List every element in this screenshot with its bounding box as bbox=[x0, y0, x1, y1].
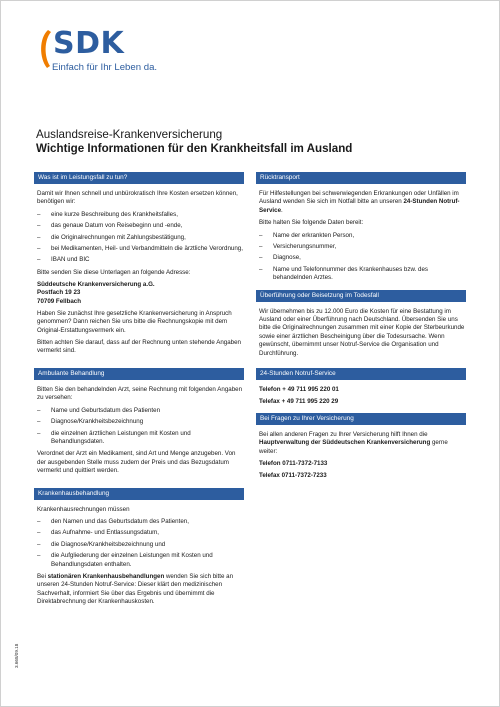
paragraph: Krankenhausrechnungen müssen bbox=[37, 505, 130, 513]
list-item: – Name und Telefonnummer des Krankenhauses bzw. des behandelnden Arztes. bbox=[259, 266, 466, 283]
list-item: – Diagnose, bbox=[259, 254, 466, 262]
hospital-list bbox=[37, 518, 244, 569]
paragraph: Bitten achten Sie darauf, dass auf der Rechnung unten stehende Angaben vermerkt sind. bbox=[37, 339, 241, 355]
list-item: – den Namen und das Geburtsdatum des Patienten, bbox=[37, 518, 244, 526]
list-item: – IBAN und BIC bbox=[37, 256, 244, 264]
document-subtitle: Wichtige Informationen für den Krankheitsfall im Ausland bbox=[36, 142, 353, 155]
logo-wordmark: SDK bbox=[53, 26, 125, 61]
paragraph: Bitten Sie den behandelnden Arzt, seine Rechnung mit folgenden Angaben zu versehen: bbox=[37, 385, 243, 402]
paragraph: Verordnet der Arzt ein Medikament, sind Art und Menge anzugeben. Von der ausgebenden Stelle muss zudem der Preis und das Bezugsdatum vermerkt und quittiert werden. bbox=[37, 450, 236, 475]
emphasis: stationären Krankenhausbehandlungen bbox=[47, 572, 165, 580]
list-item: – Versicherungsnummer, bbox=[259, 243, 466, 251]
emergency-fax: Telefax + 49 711 995 220 29 bbox=[259, 397, 339, 405]
paragraph: Bei stationären Krankenhausbehandlungen wenden Sie sich bitte an unseren 24-Stunden Notruf-Service: Dieser klärt den medizinischen Sachverhalt, informiert Sie über das Ergebnis und übernimmt die Direktabrechnung der Krankenhauskosten. bbox=[37, 572, 234, 606]
logo-tagline: Einfach für Ihr Leben da. bbox=[52, 62, 158, 73]
section-header: Rücktransport bbox=[256, 172, 466, 184]
list-item: – die Diagnose/Krankheitsbezeichnung und bbox=[37, 541, 244, 549]
address-line: Postfach 19 23 bbox=[37, 289, 81, 297]
address-line: 70709 Fellbach bbox=[37, 297, 82, 305]
list-item: – die Aufgliederung der einzelnen Leistungen mit Kosten und Behandlungsdaten enthalten. bbox=[37, 552, 244, 569]
requirements-list bbox=[37, 211, 244, 265]
right-column bbox=[256, 172, 466, 483]
section-header: Was ist im Leistungsfall zu tun? bbox=[34, 172, 244, 184]
paragraph: Bitte senden Sie diese Unterlagen an folgende Adresse: bbox=[37, 268, 191, 276]
office-fax: Telefax 0711-7372-7233 bbox=[259, 471, 327, 479]
sdk-logo bbox=[36, 28, 166, 78]
form-code: 3.668/09.18 bbox=[14, 643, 19, 668]
list-item: – die einzelnen ärztlichen Leistungen mit Kosten und Behandlungsdaten. bbox=[37, 430, 244, 447]
paragraph: Für Hilfestellungen bei schwerwiegenden Erkrankungen oder Unfällen im Ausland wenden Sie sich im Notfall bitte an unseren 24-Stunden Notruf-Service. bbox=[259, 190, 460, 214]
list-item: – Name und Geburtsdatum des Patienten bbox=[37, 407, 244, 415]
emergency-phone: Telefon + 49 711 995 220 01 bbox=[259, 386, 339, 394]
address-line: Süddeutsche Krankenversicherung a.G. bbox=[37, 281, 155, 289]
data-list bbox=[259, 232, 466, 283]
office-phone: Telefon 0711-7372-7133 bbox=[259, 460, 328, 468]
section-header: Krankenhausbehandlung bbox=[34, 488, 244, 500]
paragraph: Haben Sie zunächst Ihre gesetzliche Krankenversicherung in Anspruch genommen? Dann reichen Sie uns bitte die Rechnungskopie mit dem Original-Erstattungsvermerk ein. bbox=[37, 309, 232, 334]
emphasis: 24-Stunden Notruf-Service bbox=[259, 198, 460, 214]
paragraph: Bitte halten Sie folgende Daten bereit: bbox=[259, 219, 364, 227]
section-header: Bei Fragen zu Ihrer Versicherung bbox=[256, 413, 466, 425]
list-item: – das genaue Datum von Reisebeginn und -ende, bbox=[37, 222, 244, 230]
document-title: Auslandsreise-Krankenversicherung bbox=[36, 128, 223, 141]
paragraph: Wir übernehmen bis zu 12.000 Euro die Kosten für eine Bestattung im Ausland oder einer Überführung nach Deutschland. Übersenden Sie uns bitte die Originalrechnungen zusammen mit einer Kopie der Sterbeurkunde sowie einer ärztlichen Bescheinigung über die Todesursache. Wenn gewünscht, übernimmt unser Notruf-Service die Organisation und Durchführung. bbox=[259, 307, 465, 357]
list-item: – Name der erkrankten Person, bbox=[259, 232, 466, 240]
section-header: 24-Stunden Notruf-Service bbox=[256, 368, 466, 380]
list-item: – eine kurze Beschreibung des Krankheitsfalles, bbox=[37, 211, 244, 219]
postal-address bbox=[37, 281, 244, 306]
left-column bbox=[34, 172, 244, 611]
section-header: Überführung oder Beisetzung im Todesfall bbox=[256, 290, 466, 302]
list-item: – bei Medikamenten, Heil- und Verbandmitteln die ärztliche Verordnung, bbox=[37, 245, 244, 253]
paragraph: Damit wir Ihnen schnell und unbürokratisch Ihre Kosten ersetzen können, benötigen wir: bbox=[37, 190, 238, 206]
section-header: Ambulante Behandlung bbox=[34, 368, 244, 380]
list-item: – die Originalrechnungen mit Zahlungsbestätigung, bbox=[37, 234, 244, 242]
list-item: – das Aufnahme- und Entlassungsdatum, bbox=[37, 529, 244, 537]
paragraph: Bei allen anderen Fragen zu Ihrer Versicherung hilft Ihnen die Hauptverwaltung der Süddeutschen Krankenversicherung gerne weiter: bbox=[259, 430, 448, 455]
emphasis: Hauptverwaltung der Süddeutschen Krankenversicherung bbox=[259, 439, 431, 447]
list-item: – Diagnose/Krankheitsbezeichnung bbox=[37, 418, 244, 426]
details-list bbox=[37, 407, 244, 447]
